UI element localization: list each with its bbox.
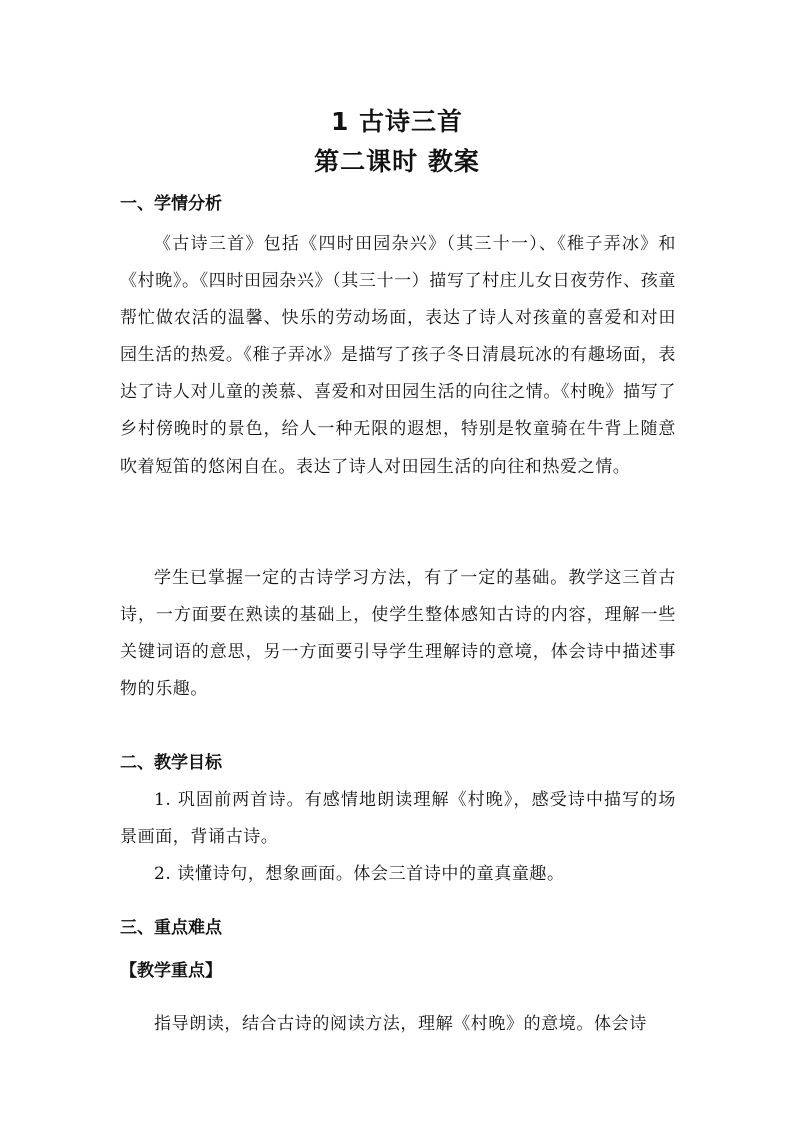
lesson-subtitle: 第二课时 教案 <box>314 147 480 176</box>
analysis-paragraph-2: 学生已掌握一定的古诗学习方法，有了一定的基础。教学这三首古诗，一方面要在熟读的基础上，使学生整体感知古诗的内容，理解一些关键词语的意思，另一方面要引导学生理解诗的意境，体会诗中描述事物的乐趣。 <box>120 568 676 700</box>
analysis-paragraph-1: 《古诗三首》包括《四时田园杂兴》（其三十一）、《稚子弄冰》和《村晚》。《四时田园杂兴》（其三十一）描写了村庄儿女日夜劳作、孩童帮忙做农活的温馨、快乐的劳动场面，表达了诗人对孩童的喜爱和对田园生活的热爱。《稚子弄冰》是描写了孩子冬日清晨玩冰的有趣场面，表达了诗人对儿童的羡慕、喜爱和对田园生活的向往之情。《村晚》描写了乡村傍晚时的景色，给人一种无限的遐想，特别是牧童骑在牛背上随意吹着短笛的悠闲自在。表达了诗人对田园生活的向往和热爱之情。 <box>120 234 676 477</box>
lesson-title: 1 古诗三首 <box>330 107 464 136</box>
objective-item-1: 1. 巩固前两首诗。有感情地朗读理解《村晚》，感受诗中描写的场景画面，背诵古诗。 <box>120 790 676 848</box>
teaching-focus-paragraph: 指导朗读，结合古诗的阅读方法，理解《村晚》的意境。体会诗 <box>154 1014 647 1034</box>
section-heading-analysis: 一、学情分析 <box>120 194 222 214</box>
section-heading-key-points: 三、重点难点 <box>120 918 222 938</box>
section-heading-objectives: 二、教学目标 <box>120 753 222 773</box>
objective-item-2: 2. 读懂诗句，想象画面。体会三首诗中的童真童趣。 <box>154 864 565 884</box>
subheading-teaching-focus: 【教学重点】 <box>120 961 222 981</box>
